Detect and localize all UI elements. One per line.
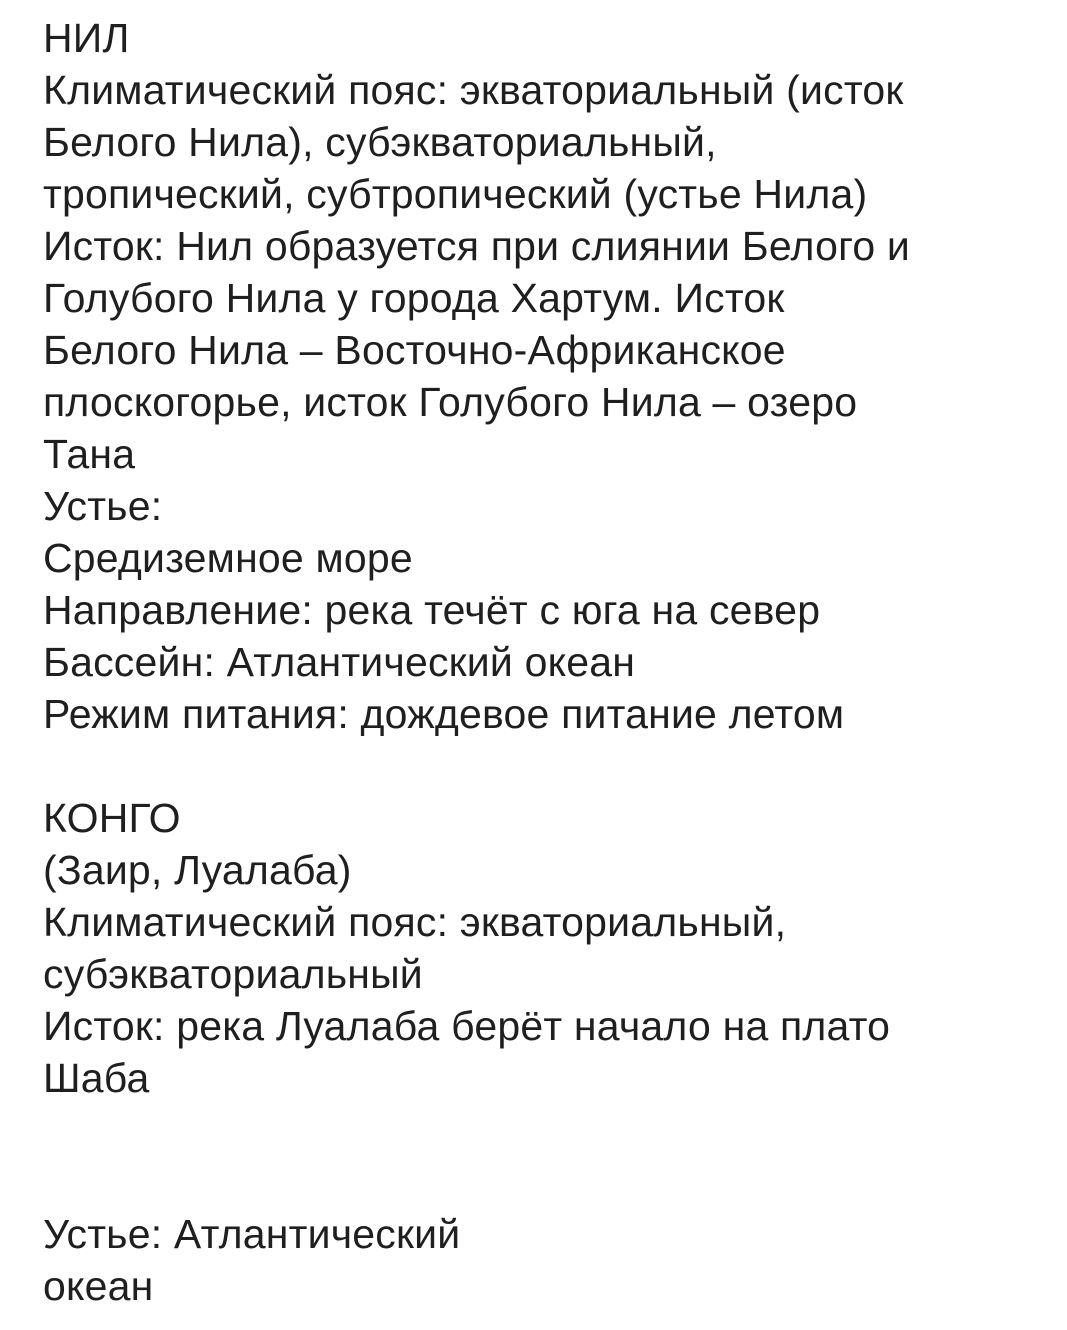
nile-section [43, 12, 1053, 740]
nile-title: НИЛ [43, 15, 130, 61]
nile-text-line: плоскогорье, исток Голубого Нила – озеро [43, 379, 858, 425]
nile-text-line: Исток: Нил образуется при слиянии Белого и [43, 223, 911, 269]
congo-text-line: (Заир, Луалаба) [43, 847, 352, 893]
congo-mouth-line: Устье: Атлантический [43, 1211, 461, 1257]
congo-text-line: Исток: река Луалаба берёт начало на плато [43, 1003, 891, 1049]
nile-text-line: Голубого Нила у города Хартум. Исток [43, 275, 785, 321]
document-body [43, 12, 1053, 1312]
congo-text-line: субэкваториальный [43, 951, 423, 997]
congo-text-line: Климатический пояс: экваториальный, [43, 899, 787, 945]
nile-text-line: Бассейн: Атлантический океан [43, 639, 636, 685]
nile-text-line: Тана [43, 431, 136, 477]
congo-mouth-line: океан [43, 1263, 154, 1309]
congo-title: КОНГО [43, 795, 181, 841]
nile-text-line: Устье: [43, 483, 163, 529]
nile-text-line: Режим питания: дождевое питание летом [43, 691, 845, 737]
nile-text-line: тропический, субтропический (устье Нила) [43, 171, 868, 217]
congo-text-line: Шаба [43, 1055, 150, 1101]
section-spacer [43, 740, 1053, 792]
line-spacer [43, 1104, 1053, 1156]
nile-text-line: Направление: река течёт с юга на север [43, 587, 821, 633]
line-spacer [43, 1156, 1053, 1208]
nile-text-line: Средиземное море [43, 535, 413, 581]
congo-section [43, 792, 1053, 1312]
nile-text-line: Белого Нила), субэкваториальный, [43, 119, 717, 165]
nile-text-line: Белого Нила – Восточно-Африканское [43, 327, 786, 373]
nile-text-line: Климатический пояс: экваториальный (исток [43, 67, 904, 113]
